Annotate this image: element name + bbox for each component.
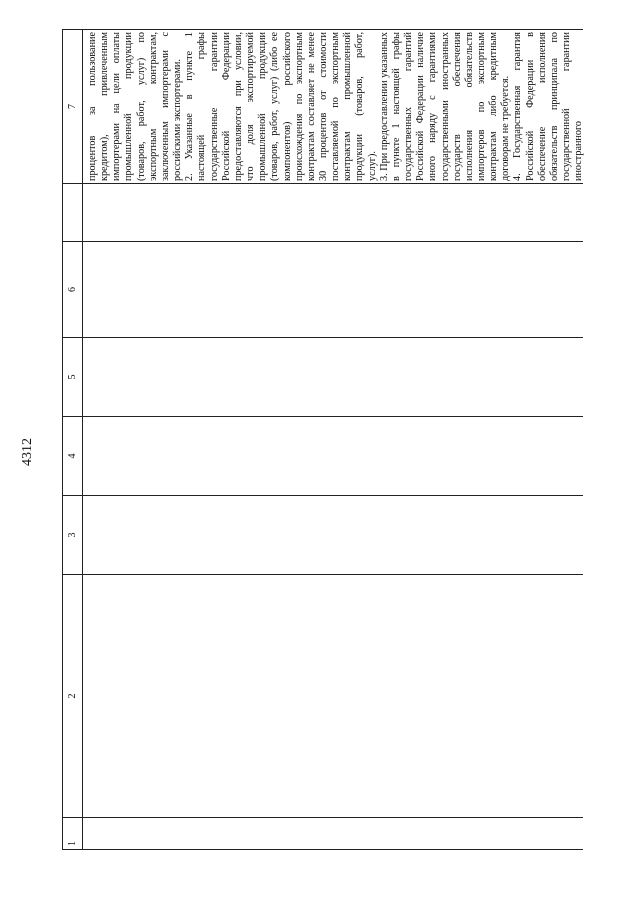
cell-col-7 <box>83 29 583 183</box>
page-number: 4312 <box>20 438 35 466</box>
col7-paragraph-4: 4. Государственная гарантия Российской Федерации в обеспечение исполнения обязательств принципала по государственной гарантии иностранного <box>512 32 585 181</box>
column-header-1: 1 <box>63 817 83 849</box>
cell-col-5 <box>83 337 583 416</box>
col7-paragraph-2: 2. Указанные в пункте 1 настоящей графы государственные гарантии Российской Федерации предоставляются при условии, что доля экспортируемой промышленной продукции (товаров, работ, услуг) (либо ее компонентов) российского происхождения по экспортным контрактам составляет не менее 30 процентов от стоимости поставляемой по экспортным контрактам промышленной продукции (товаров, работ, услуг). <box>184 32 378 181</box>
column-header-2: 2 <box>63 574 83 817</box>
cell-col-1 <box>83 817 583 849</box>
rotated-table-frame <box>62 30 602 850</box>
column-header-6: 6 <box>63 241 83 337</box>
rotated-table <box>62 30 602 850</box>
data-table <box>62 29 583 850</box>
column-header-blank <box>63 183 83 241</box>
cell-col-3 <box>83 495 583 574</box>
cell-col-2 <box>83 574 583 817</box>
column-header-3: 3 <box>63 495 83 574</box>
column-header-5: 5 <box>63 337 83 416</box>
column-header-7: 7 <box>63 29 83 183</box>
col7-paragraph-lead: процентов за пользование кредитом), привлеченным импортерами на цели оплаты промышленной продукции (товаров, работ, услуг) по экспортным контрактам, заключенным импортерами с российскими экспортерами. <box>87 32 184 181</box>
col7-paragraph-3: 3. При предоставлении указанных в пункте 1 настоящей графы государственных гарантий Российской Федерации наличие иного наряду с гарантиями государственными иностранных государств обеспечения исполнения обязательств импортеров по экспортным контрактам либо кредитным договорам не требуется. <box>378 32 512 181</box>
cell-col-4 <box>83 416 583 495</box>
cell-col-6 <box>83 241 583 337</box>
cell-col-blank <box>83 183 583 241</box>
column-header-4: 4 <box>63 416 83 495</box>
